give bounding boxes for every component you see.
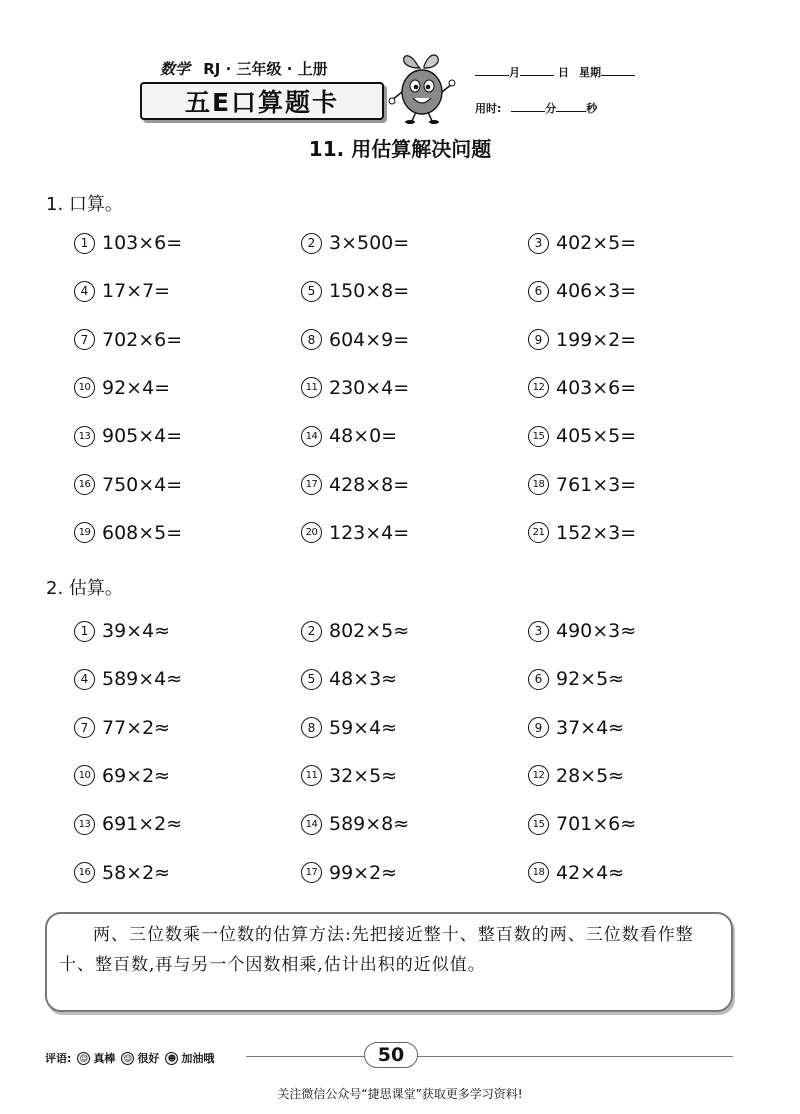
tip-box <box>45 912 733 1012</box>
problem-expression: 230×4= <box>329 376 410 399</box>
problem-item <box>74 425 182 447</box>
problem-expression: 92×4= <box>102 376 171 399</box>
problem-expression: 428×8= <box>329 473 410 496</box>
problem-expression: 77×2≈ <box>102 716 171 739</box>
problem-item <box>528 813 636 835</box>
edition-label: RJ · 三年级 · 上册 <box>203 60 328 78</box>
subject-line <box>160 58 328 79</box>
problem-item <box>74 522 182 544</box>
problem-number: 17 <box>301 474 322 495</box>
problem-expression: 802×5≈ <box>329 620 410 642</box>
section2-heading: 2. 估算。 <box>46 578 123 599</box>
problem-expression: 403×6= <box>556 376 637 399</box>
problem-item <box>301 377 409 399</box>
problem-expression: 69×2≈ <box>102 764 171 787</box>
problem-expression: 48×3≈ <box>329 668 398 691</box>
lesson-title: 11. 用估算解决问题 <box>308 137 492 161</box>
problem-number: 14 <box>301 426 322 447</box>
problem-expression: 28×5≈ <box>556 764 625 787</box>
section1-heading: 1. 口算。 <box>46 194 123 215</box>
problem-number: 15 <box>528 814 549 835</box>
problem-expression: 59×4≈ <box>329 716 398 739</box>
problem-number: 10 <box>74 765 95 786</box>
problem-expression: 32×5≈ <box>329 764 398 787</box>
problem-expression: 103×6= <box>102 232 183 254</box>
problem-number: 2 <box>301 621 322 642</box>
problem-item <box>74 862 170 884</box>
problem-item <box>74 280 170 302</box>
problem-expression: 42×4≈ <box>556 861 625 884</box>
problem-number: 8 <box>301 717 322 738</box>
subject-label: 数学 <box>160 60 191 78</box>
problem-number: 13 <box>74 814 95 835</box>
problem-number: 10 <box>74 377 95 398</box>
problem-item <box>74 377 170 399</box>
problem-number: 16 <box>74 862 95 883</box>
month-label: 月 <box>509 66 520 79</box>
problem-item <box>301 329 409 351</box>
problem-expression: 604×9= <box>329 328 410 351</box>
evaluation-label: 评语: <box>45 1052 72 1065</box>
problem-item <box>74 717 170 739</box>
series-title: 五E口算题卡 <box>184 88 340 117</box>
problem-number: 11 <box>301 377 322 398</box>
problem-number: 3 <box>528 233 549 254</box>
problem-number: 19 <box>74 522 95 543</box>
problem-number: 14 <box>301 814 322 835</box>
problem-item <box>74 232 182 254</box>
problem-item <box>528 862 624 884</box>
problem-number: 2 <box>301 233 322 254</box>
problem-item <box>301 862 397 884</box>
smile-face-icon: ☺ <box>121 1052 134 1065</box>
problem-number: 17 <box>301 862 322 883</box>
problem-item <box>74 813 182 835</box>
laughing-face-icon: ☺ <box>77 1052 90 1065</box>
problem-item <box>528 668 624 690</box>
problem-item <box>301 765 397 787</box>
problem-expression: 92×5≈ <box>556 668 625 691</box>
eval-great: 真棒 <box>93 1052 116 1065</box>
problem-item <box>74 668 182 690</box>
problem-item <box>301 425 397 447</box>
problem-number: 21 <box>528 522 549 543</box>
eval-keep: 加油哦 <box>181 1052 215 1065</box>
problem-number: 11 <box>301 765 322 786</box>
problem-item <box>528 232 636 254</box>
problem-expression: 701×6≈ <box>556 813 637 836</box>
problem-expression: 702×6= <box>102 328 183 351</box>
problem-item <box>528 280 636 302</box>
problem-item <box>74 620 170 642</box>
problem-number: 5 <box>301 281 322 302</box>
problem-expression: 608×5= <box>102 521 183 544</box>
problem-number: 16 <box>74 474 95 495</box>
problem-expression: 3×500= <box>329 232 410 254</box>
problem-number: 4 <box>74 281 95 302</box>
problem-expression: 691×2≈ <box>102 813 183 836</box>
problem-number: 6 <box>528 281 549 302</box>
problem-item <box>528 620 636 642</box>
problem-expression: 406×3= <box>556 280 637 303</box>
eval-good: 很好 <box>137 1052 160 1065</box>
seconds-label: 秒 <box>586 102 598 115</box>
minutes-label: 分 <box>545 102 557 115</box>
problem-number: 12 <box>528 765 549 786</box>
problem-number: 12 <box>528 377 549 398</box>
problem-number: 7 <box>74 329 95 350</box>
series-title-box <box>140 82 384 120</box>
weekday-label: 星期 <box>579 66 601 79</box>
tip-text: 两、三位数乘一位数的估算方法:先把接近整十、整百数的两、三位数看作整十、整百数,再与另一个因数相乘,估计出积的近似值。 <box>59 925 694 975</box>
problem-expression: 402×5= <box>556 232 637 254</box>
date-line <box>475 64 635 80</box>
problem-expression: 199×2= <box>556 328 637 351</box>
problem-item <box>301 522 409 544</box>
problem-item <box>301 232 409 254</box>
problem-number: 13 <box>74 426 95 447</box>
problem-item <box>301 620 409 642</box>
problem-expression: 589×4≈ <box>102 668 183 691</box>
problem-item <box>528 717 624 739</box>
problem-expression: 58×2≈ <box>102 861 171 884</box>
problem-number: 7 <box>74 717 95 738</box>
problem-number: 18 <box>528 862 549 883</box>
weekday-blank <box>601 65 635 76</box>
problem-item <box>74 765 170 787</box>
month-blank <box>475 65 509 76</box>
problem-expression: 39×4≈ <box>102 620 171 642</box>
footer-notice: 关注微信公众号“捷思课堂”获取更多学习资料! <box>277 1087 523 1101</box>
problem-item <box>528 522 636 544</box>
problem-expression: 99×2≈ <box>329 861 398 884</box>
problem-item <box>528 425 636 447</box>
footer-rule <box>246 1056 733 1057</box>
problem-item <box>301 474 409 496</box>
problem-item <box>528 329 636 351</box>
problem-expression: 490×3≈ <box>556 620 637 642</box>
day-label: 日 <box>558 66 569 79</box>
problem-number: 3 <box>528 621 549 642</box>
problem-number: 9 <box>528 329 549 350</box>
problem-expression: 150×8= <box>329 280 410 303</box>
problem-item <box>301 717 397 739</box>
problem-item <box>528 765 624 787</box>
page-number: 50 <box>364 1042 418 1068</box>
problem-expression: 17×7= <box>102 280 171 303</box>
problem-number: 4 <box>74 669 95 690</box>
problem-number: 1 <box>74 233 95 254</box>
problem-expression: 405×5= <box>556 425 637 448</box>
time-label: 用时: <box>475 102 502 115</box>
problem-expression: 761×3= <box>556 473 637 496</box>
problem-number: 18 <box>528 474 549 495</box>
problem-number: 15 <box>528 426 549 447</box>
problem-expression: 37×4≈ <box>556 716 625 739</box>
problem-expression: 750×4= <box>102 473 183 496</box>
problem-number: 6 <box>528 669 549 690</box>
minutes-blank <box>511 101 545 112</box>
seconds-blank <box>556 101 586 112</box>
mascot-icon <box>388 48 458 124</box>
problem-item <box>528 474 636 496</box>
problem-item <box>301 280 409 302</box>
problem-expression: 589×8≈ <box>329 813 410 836</box>
day-blank <box>520 65 554 76</box>
problem-number: 8 <box>301 329 322 350</box>
problem-item <box>528 377 636 399</box>
problem-number: 9 <box>528 717 549 738</box>
problem-number: 20 <box>301 522 322 543</box>
problem-item <box>301 813 409 835</box>
evaluation-row <box>45 1050 214 1066</box>
problem-item <box>74 329 182 351</box>
problem-expression: 123×4= <box>329 521 410 544</box>
problem-expression: 48×0= <box>329 425 398 448</box>
problem-expression: 152×3= <box>556 521 637 544</box>
cheer-face-icon: ☻ <box>165 1052 178 1065</box>
problem-item <box>301 668 397 690</box>
problem-number: 1 <box>74 621 95 642</box>
problem-number: 5 <box>301 669 322 690</box>
time-line <box>475 100 597 116</box>
problem-expression: 905×4= <box>102 425 183 448</box>
problem-item <box>74 474 182 496</box>
